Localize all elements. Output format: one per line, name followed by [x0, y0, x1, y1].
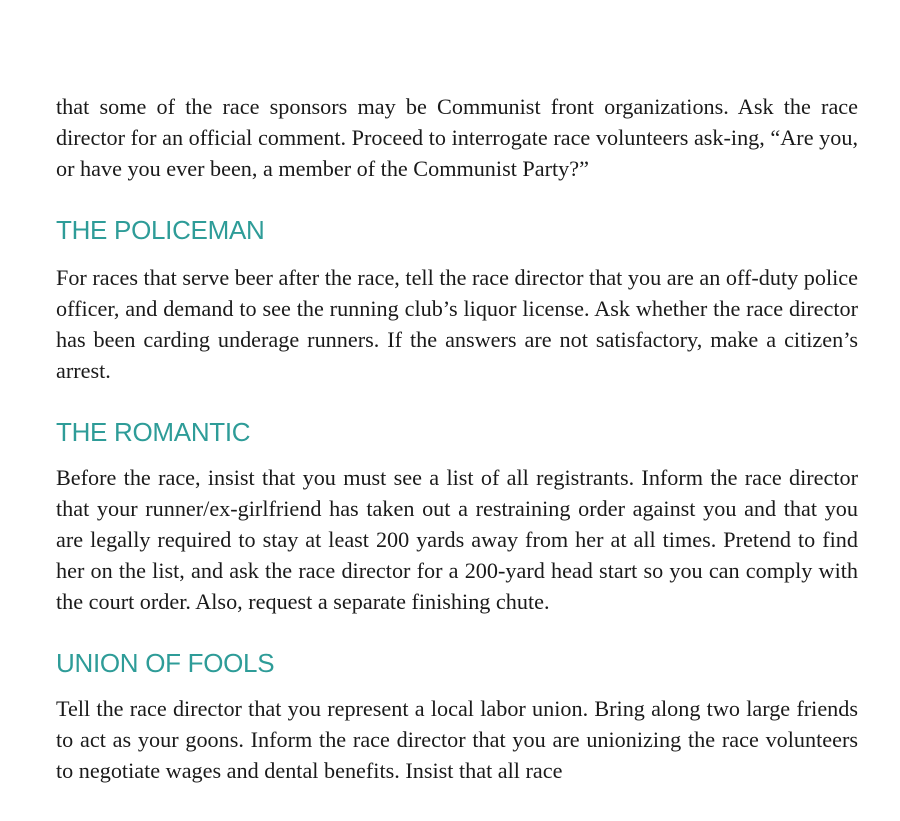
intro-paragraph: that some of the race sponsors may be Communist front organizations. Ask the race director for an official comment. Proceed to interrogate race volunteers ask-ing, “Are you, or have you ever been, a member of the Communist Party?” [56, 94, 858, 181]
section-body-union-of-fools: Tell the race director that you represent a local labor union. Bring along two large friends to act as your goons. Inform the race director that you are unionizing the race volunteers to negotiate wages and dental benefits. Insist that all race [56, 696, 858, 783]
section-heading-policeman: THE POLICEMAN [56, 215, 265, 245]
section-heading-romantic: THE ROMANTIC [56, 417, 251, 447]
section-heading-union-of-fools: UNION OF FOOLS [56, 648, 275, 678]
section-body-policeman: For races that serve beer after the race, tell the race director that you are an off-duty police officer, and demand to see the running club’s liquor license. Ask whether the race director has been carding underage runners. If the answers are not satisfactory, make a citizen’s arrest. [56, 265, 858, 383]
section-body-romantic: Before the race, insist that you must see a list of all registrants. Inform the race director that your runner/ex-girlfriend has taken out a restraining order against you and that you are legally required to stay at least 200 yards away from her at all times. Pretend to find her on the list, and ask the race director for a 200-yard head start so you can comply with the court order. Also, request a separate finishing chute. [56, 465, 858, 614]
